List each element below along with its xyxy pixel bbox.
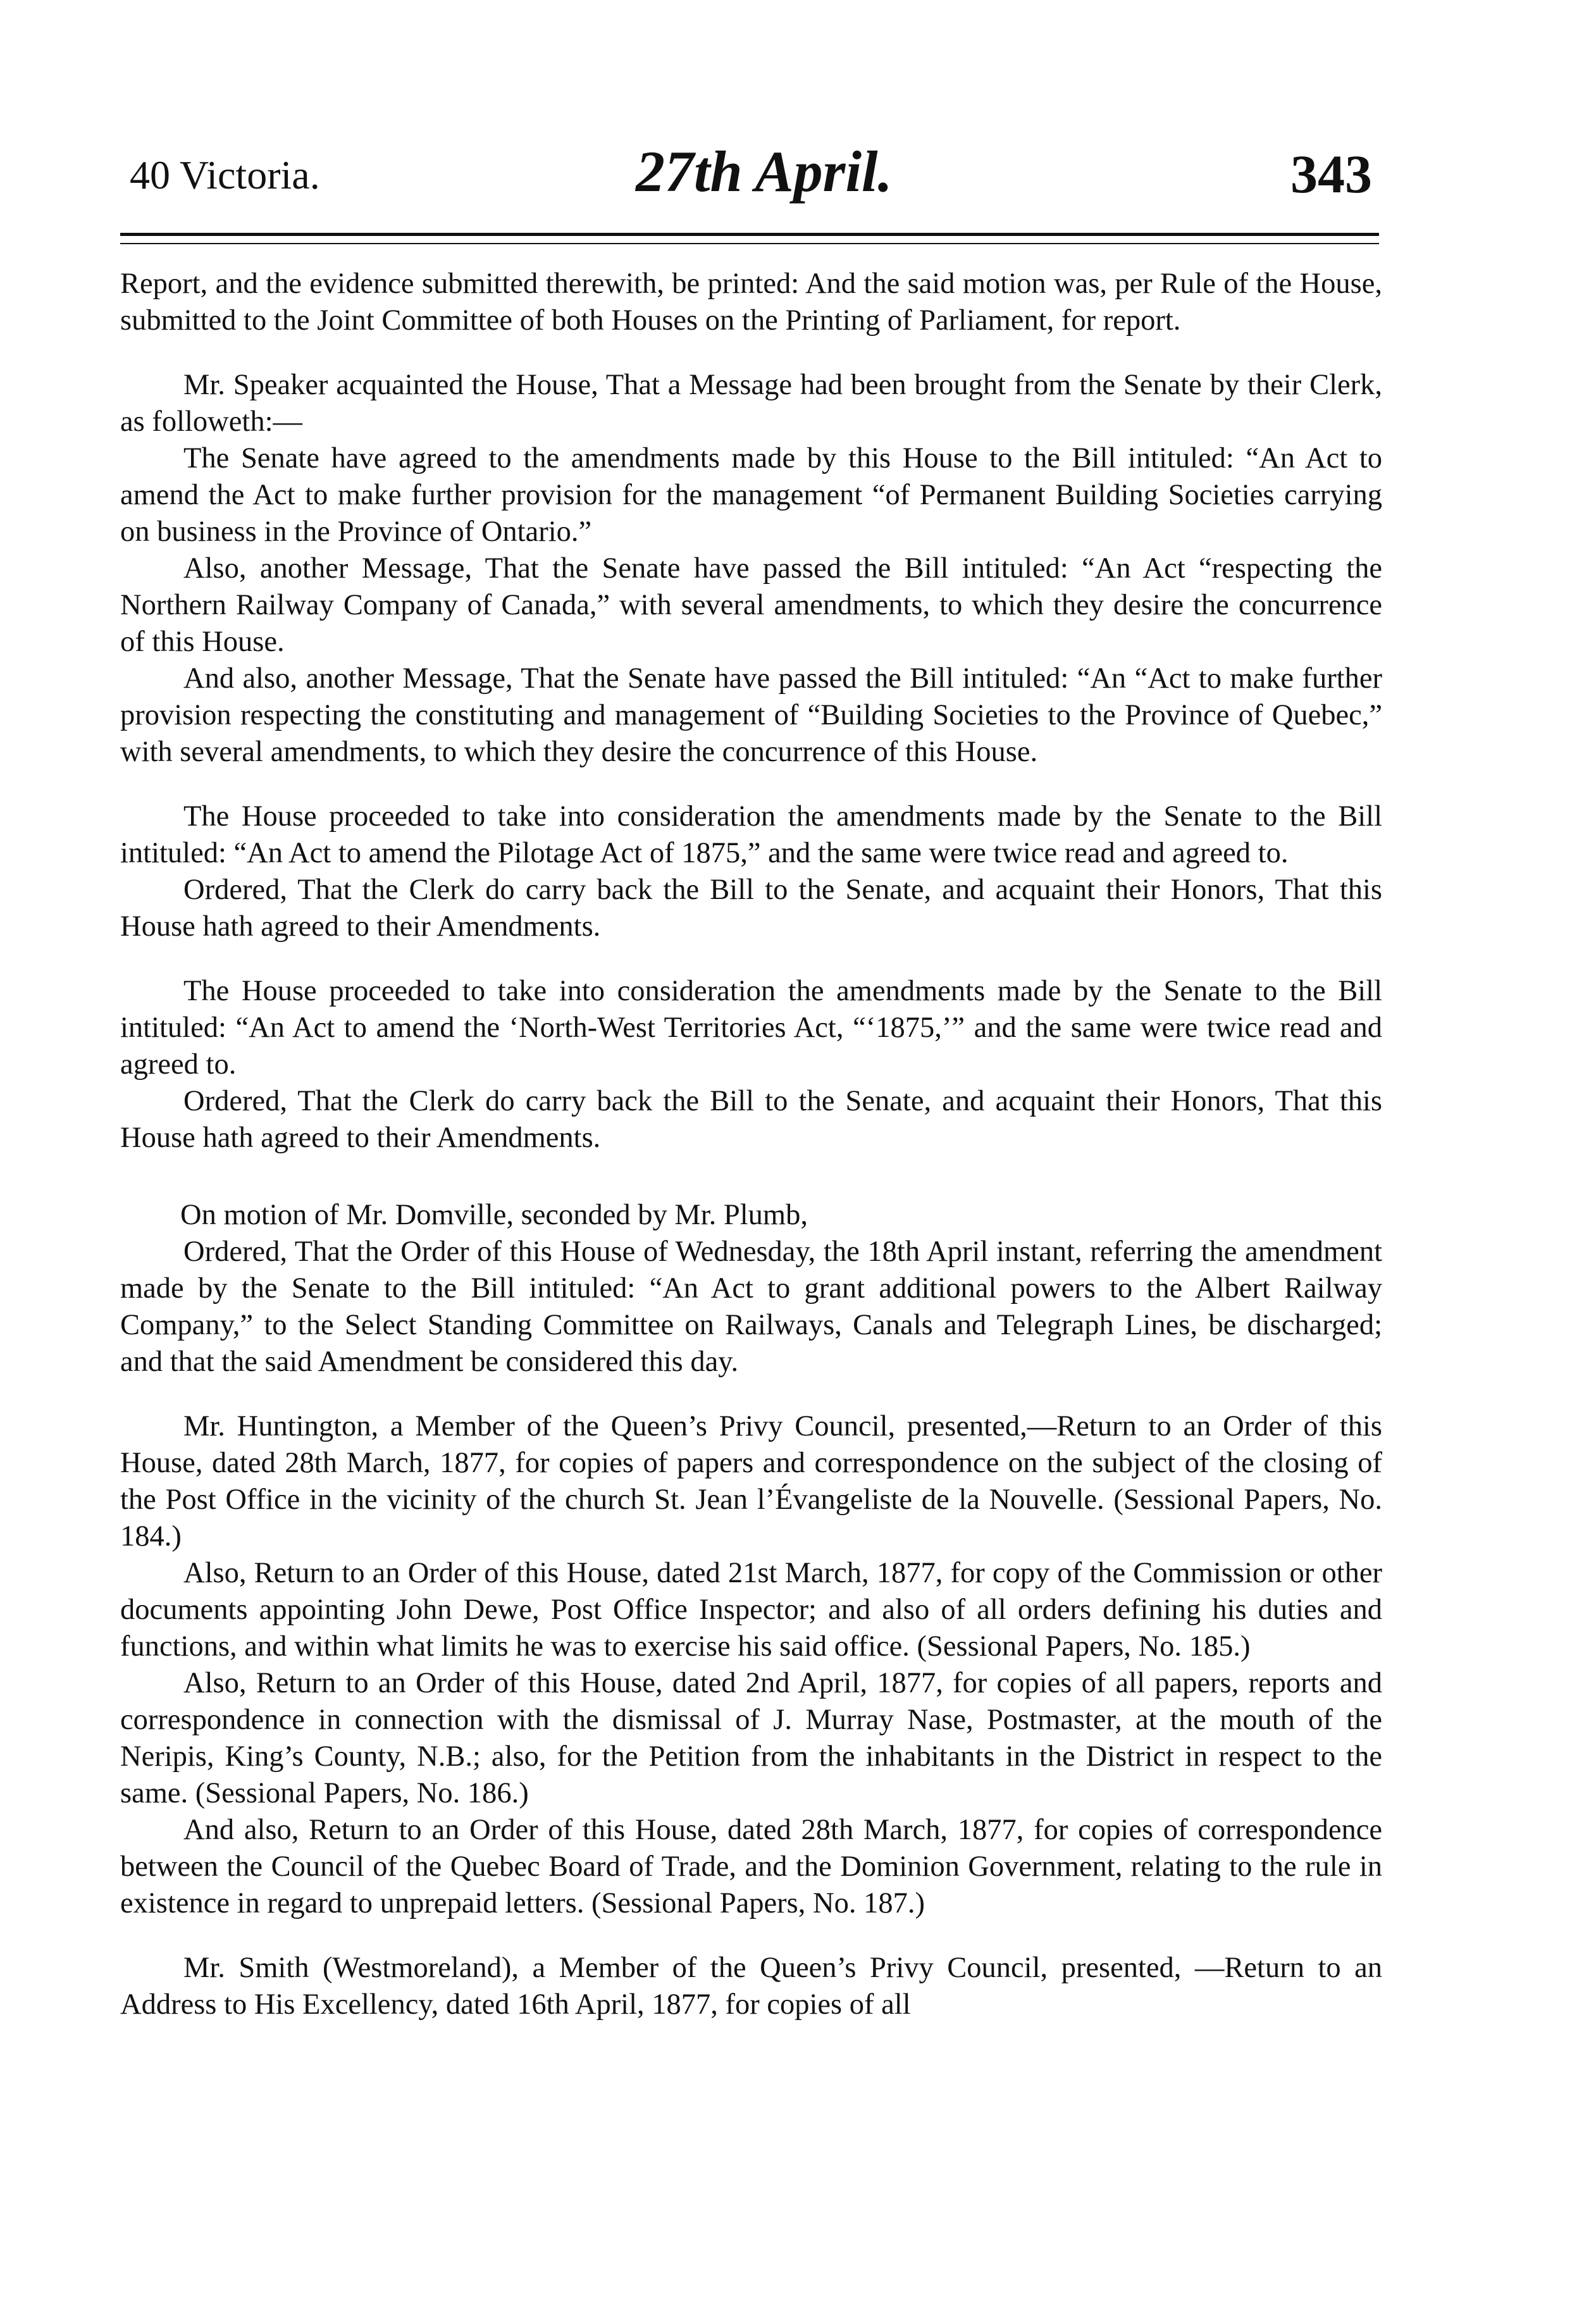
- header-rule-thin: [120, 243, 1379, 244]
- paragraph-smith-return: Mr. Smith (Westmoreland), a Member of the Queen’s Privy Council, presented, —Return to an Address to His Excellency, dated 16th April, 1877, for copies of all: [120, 1952, 1382, 2021]
- paragraph-north-west-territories: The House proceeded to take into consideration the amendments made by the Senate to the Bill intituled: “An Act to amend the ‘North-West Territories Act, “‘1875,’” and the same were twice read and agreed to.: [120, 975, 1382, 1081]
- paragraph-nwt-ordered: Ordered, That the Clerk do carry back the Bill to the Senate, and acquaint their Honors, That this House hath agreed to their Amendments.: [120, 1085, 1382, 1154]
- paragraph-return-186: Also, Return to an Order of this House, dated 2nd April, 1877, for copies of all papers, reports and correspondence in connection with the dismissal of J. Murray Nase, Postmaster, at the mouth of the Neripis, King’s County, N.B.; also, for the Petition from the inhabitants in the District in respect to the same. (Sessional Papers, No. 186.): [120, 1667, 1382, 1809]
- paragraph-return-185: Also, Return to an Order of this House, dated 21st March, 1877, for copy of the Commission or other documents appointing John Dewe, Post Office Inspector; and also of all orders defining his duties and functions, and within what limits he was to exercise his said office. (Sessional Papers, No. 185.): [120, 1557, 1382, 1663]
- header-rule-thick: [120, 233, 1379, 236]
- paragraph-return-184: Mr. Huntington, a Member of the Queen’s Privy Council, presented,—Return to an Order of this House, dated 28th March, 1877, for copies of papers and correspondence on the subject of the closing of the Post Office in the vicinity of the church St. Jean l’Évangeliste de la Nouvelle. (Sessional Papers, No. 184.): [120, 1410, 1382, 1553]
- page-header: [0, 0, 1596, 209]
- journal-body: [120, 266, 1382, 2023]
- paragraph-return-187: And also, Return to an Order of this House, dated 28th March, 1877, for copies of correspondence between the Council of the Quebec Board of Trade, and the Dominion Government, relating to the rule in existence in regard to unprepaid letters. (Sessional Papers, No. 187.): [120, 1814, 1382, 1919]
- paragraph-printing-report: Report, and the evidence submitted therewith, be printed: And the said motion was, per Rule of the House, submitted to the Joint Committee of both Houses on the Printing of Parliament, for report.: [120, 268, 1382, 337]
- paragraph-building-societies-quebec: And also, another Message, That the Senate have passed the Bill intituled: “An “Act to make further provision respecting the constituting and management of “Building Societies to the Province of Quebec,” with several amendments, to which they desire the concurrence of this House.: [120, 662, 1382, 768]
- paragraph-motion-domville: On motion of Mr. Domville, seconded by Mr. Plumb,: [180, 1199, 808, 1231]
- paragraph-pilotage-act: The House proceeded to take into consideration the amendments made by the Senate to the Bill intituled: “An Act to amend the Pilotage Act of 1875,” and the same were twice read and agreed to.: [120, 800, 1382, 869]
- paragraph-pilotage-ordered: Ordered, That the Clerk do carry back the Bill to the Senate, and acquaint their Honors, That this House hath agreed to their Amendments.: [120, 874, 1382, 943]
- page-number: 343: [1290, 144, 1372, 204]
- paragraph-albert-railway: Ordered, That the Order of this House of Wednesday, the 18th April instant, referring the amendment made by the Senate to the Bill intituled: “An Act to grant additional powers to the Albert Railway Company,” to the Select Standing Committee on Railways, Canals and Telegraph Lines, be discharged; and that the said Amendment be considered this day.: [120, 1236, 1382, 1378]
- page-date: 27th April.: [636, 139, 893, 204]
- paragraph-senate-message: Mr. Speaker acquainted the House, That a Message had been brought from the Senate by their Clerk, as followeth:—: [120, 369, 1382, 438]
- paragraph-building-societies-ontario: The Senate have agreed to the amendments made by this House to the Bill intituled: “An Act to amend the Act to make further provision for the management “of Permanent Building Societies carrying on business in the Province of Ontario.”: [120, 442, 1382, 548]
- paragraph-northern-railway: Also, another Message, That the Senate have passed the Bill intituled: “An Act “respecting the Northern Railway Company of Canada,” with several amendments, to which they desire the concurrence of this House.: [120, 552, 1382, 658]
- session-label: 40 Victoria.: [130, 152, 320, 197]
